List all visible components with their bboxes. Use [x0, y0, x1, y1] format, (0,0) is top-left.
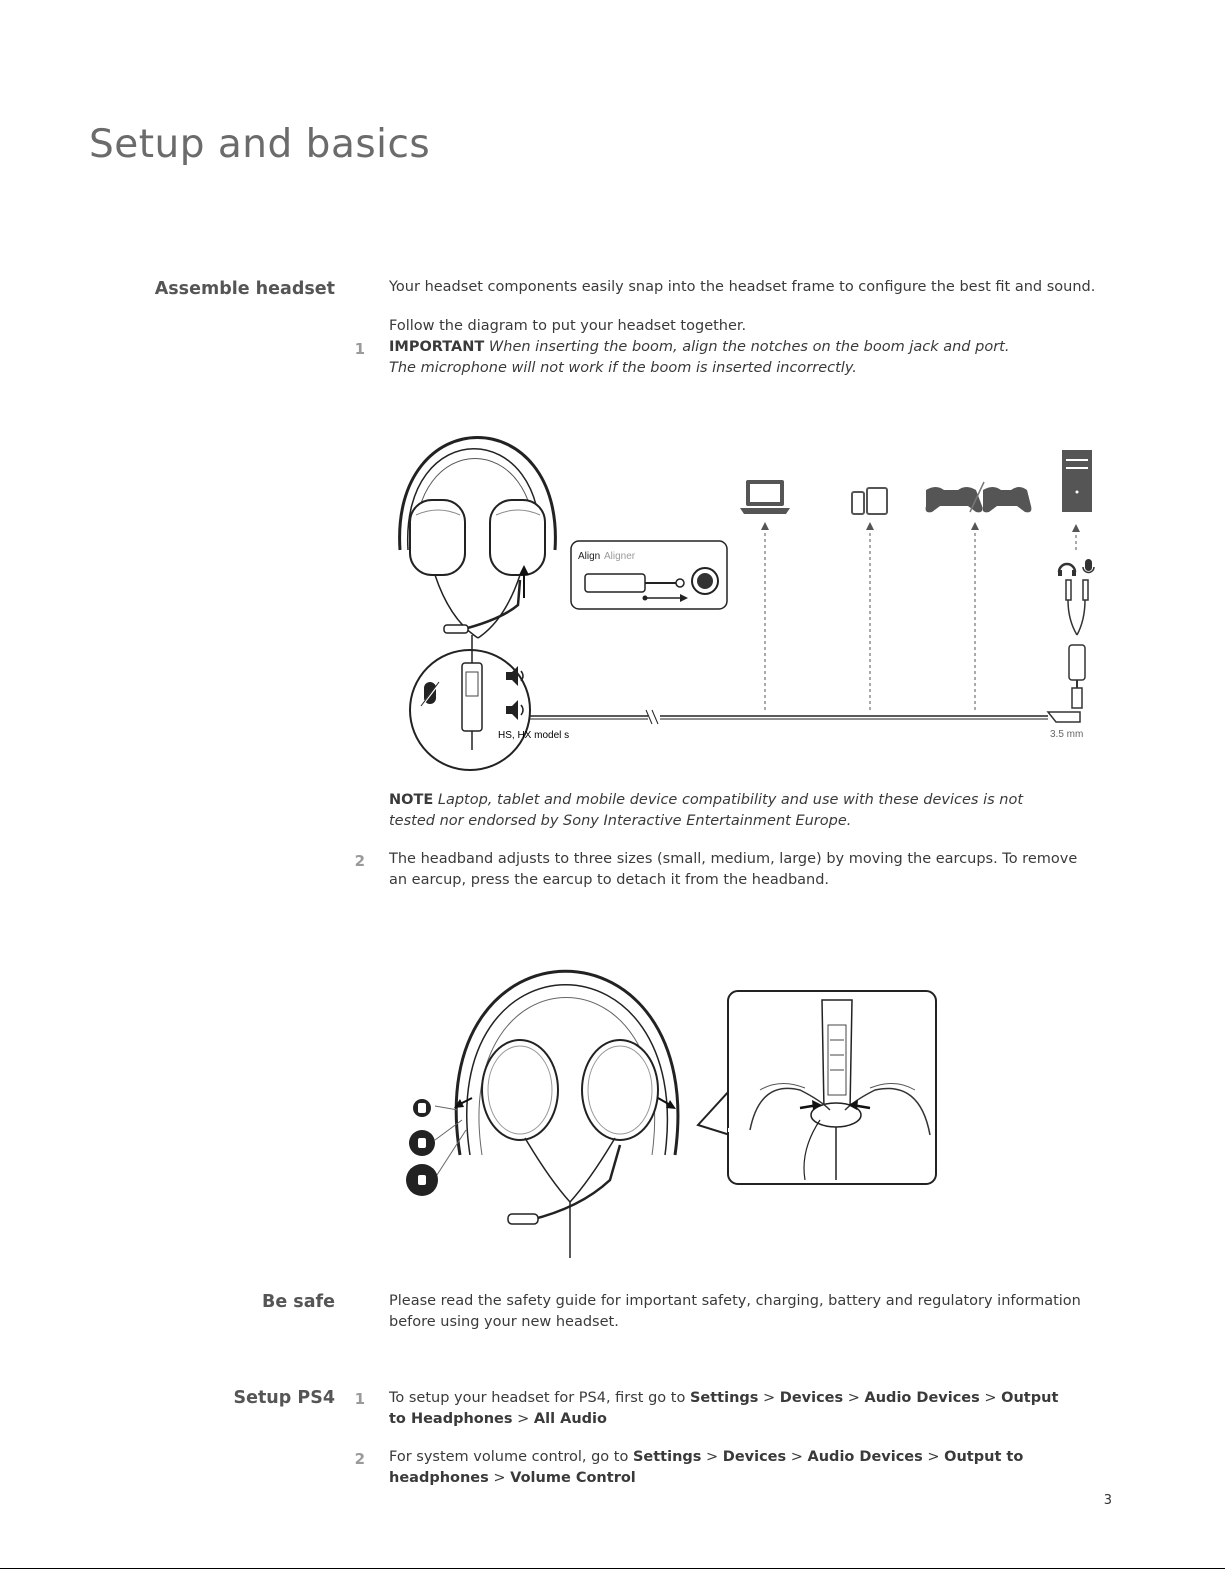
ps4-step2-number: 2	[354, 1450, 365, 1468]
pc-tower-icon	[1062, 450, 1092, 512]
ps4-step1-path-audio-devices: Audio Devices	[864, 1390, 980, 1406]
aligner-label: Aligner	[604, 551, 636, 562]
path-separator: >	[786, 1449, 808, 1465]
connection-diagram	[380, 420, 1100, 750]
size-small-icon	[413, 1099, 431, 1117]
ps4-step1-number: 1	[354, 1390, 365, 1408]
ps4-step2-path-settings: Settings	[632, 1449, 702, 1465]
page-title: Setup and basics	[89, 122, 431, 167]
size-large-icon	[406, 1164, 438, 1196]
note-label: NOTE	[389, 792, 434, 808]
size-medium-icon	[409, 1130, 435, 1156]
path-separator: >	[843, 1390, 865, 1406]
ps4-step1-path-devices: Devices	[779, 1390, 844, 1406]
laptop-icon	[740, 480, 790, 514]
path-separator: >	[979, 1390, 1002, 1406]
step2-text: The headband adjusts to three sizes (small, medium, large) by moving the earcups. To remove an earcup, press the earcup to detach it from the headband.	[389, 851, 1078, 888]
path-separator: >	[701, 1449, 723, 1465]
ps4-step2-path-output: Output to headphones	[389, 1449, 1024, 1486]
important-label: IMPORTANT	[389, 339, 485, 355]
mobile-devices-icon	[852, 488, 887, 514]
be-safe-text: Please read the safety guide for important safety, charging, battery and regulatory information before using your new headset.	[389, 1293, 1081, 1330]
ps4-step2-text	[389, 1447, 1089, 1489]
footer-rule	[0, 1568, 1225, 1569]
ps4-step2-path-audio-devices: Audio Devices	[807, 1449, 923, 1465]
ps4-step2-path-devices: Devices	[722, 1449, 787, 1465]
ps4-step1-path-all-audio: All Audio	[533, 1411, 607, 1427]
ps4-step1-text	[389, 1388, 1069, 1430]
headband-adjust-diagram	[400, 940, 945, 1260]
section-heading-assemble: Assemble headset	[154, 279, 335, 299]
path-separator: >	[922, 1449, 945, 1465]
path-separator: >	[488, 1470, 511, 1486]
ps4-step2-prefix: For system volume control, go to	[389, 1449, 633, 1465]
important-note	[389, 337, 1029, 379]
path-separator: >	[758, 1390, 780, 1406]
ps4-step1-path-output: Output to Headphones	[389, 1390, 1059, 1427]
align-label: Align	[578, 551, 601, 562]
assemble-intro: Your headset components easily snap into the headset frame to configure the best fit and sound.	[389, 279, 1096, 295]
ps4-step1-prefix: To setup your headset for PS4, first go to	[389, 1390, 690, 1406]
important-text: When inserting the boom, align the notches on the boom jack and port. The microphone will not work if the boom is inserted incorrectly.	[389, 339, 1010, 376]
ps4-step1-path-settings: Settings	[689, 1390, 759, 1406]
step2-number: 2	[354, 852, 365, 870]
game-controllers-icon	[926, 482, 1032, 512]
page-number: 3	[1103, 1493, 1112, 1508]
note-text: Laptop, tablet and mobile device compatibility and use with these devices is not tested nor endorsed by Sony Interactive Entertainment Europe.	[389, 792, 1024, 829]
ps4-step2-path-volume-control: Volume Control	[510, 1470, 636, 1486]
step1-text: Follow the diagram to put your headset together.	[389, 318, 747, 334]
section-heading-be-safe: Be safe	[261, 1292, 335, 1312]
section-heading-setup-ps4: Setup PS4	[233, 1388, 335, 1408]
jack-size-label: 3.5 mm	[1050, 729, 1084, 740]
step1-number: 1	[354, 340, 365, 358]
path-separator: >	[512, 1411, 534, 1427]
model-label: HS, HX model s	[498, 730, 570, 741]
compat-note	[389, 790, 1069, 832]
